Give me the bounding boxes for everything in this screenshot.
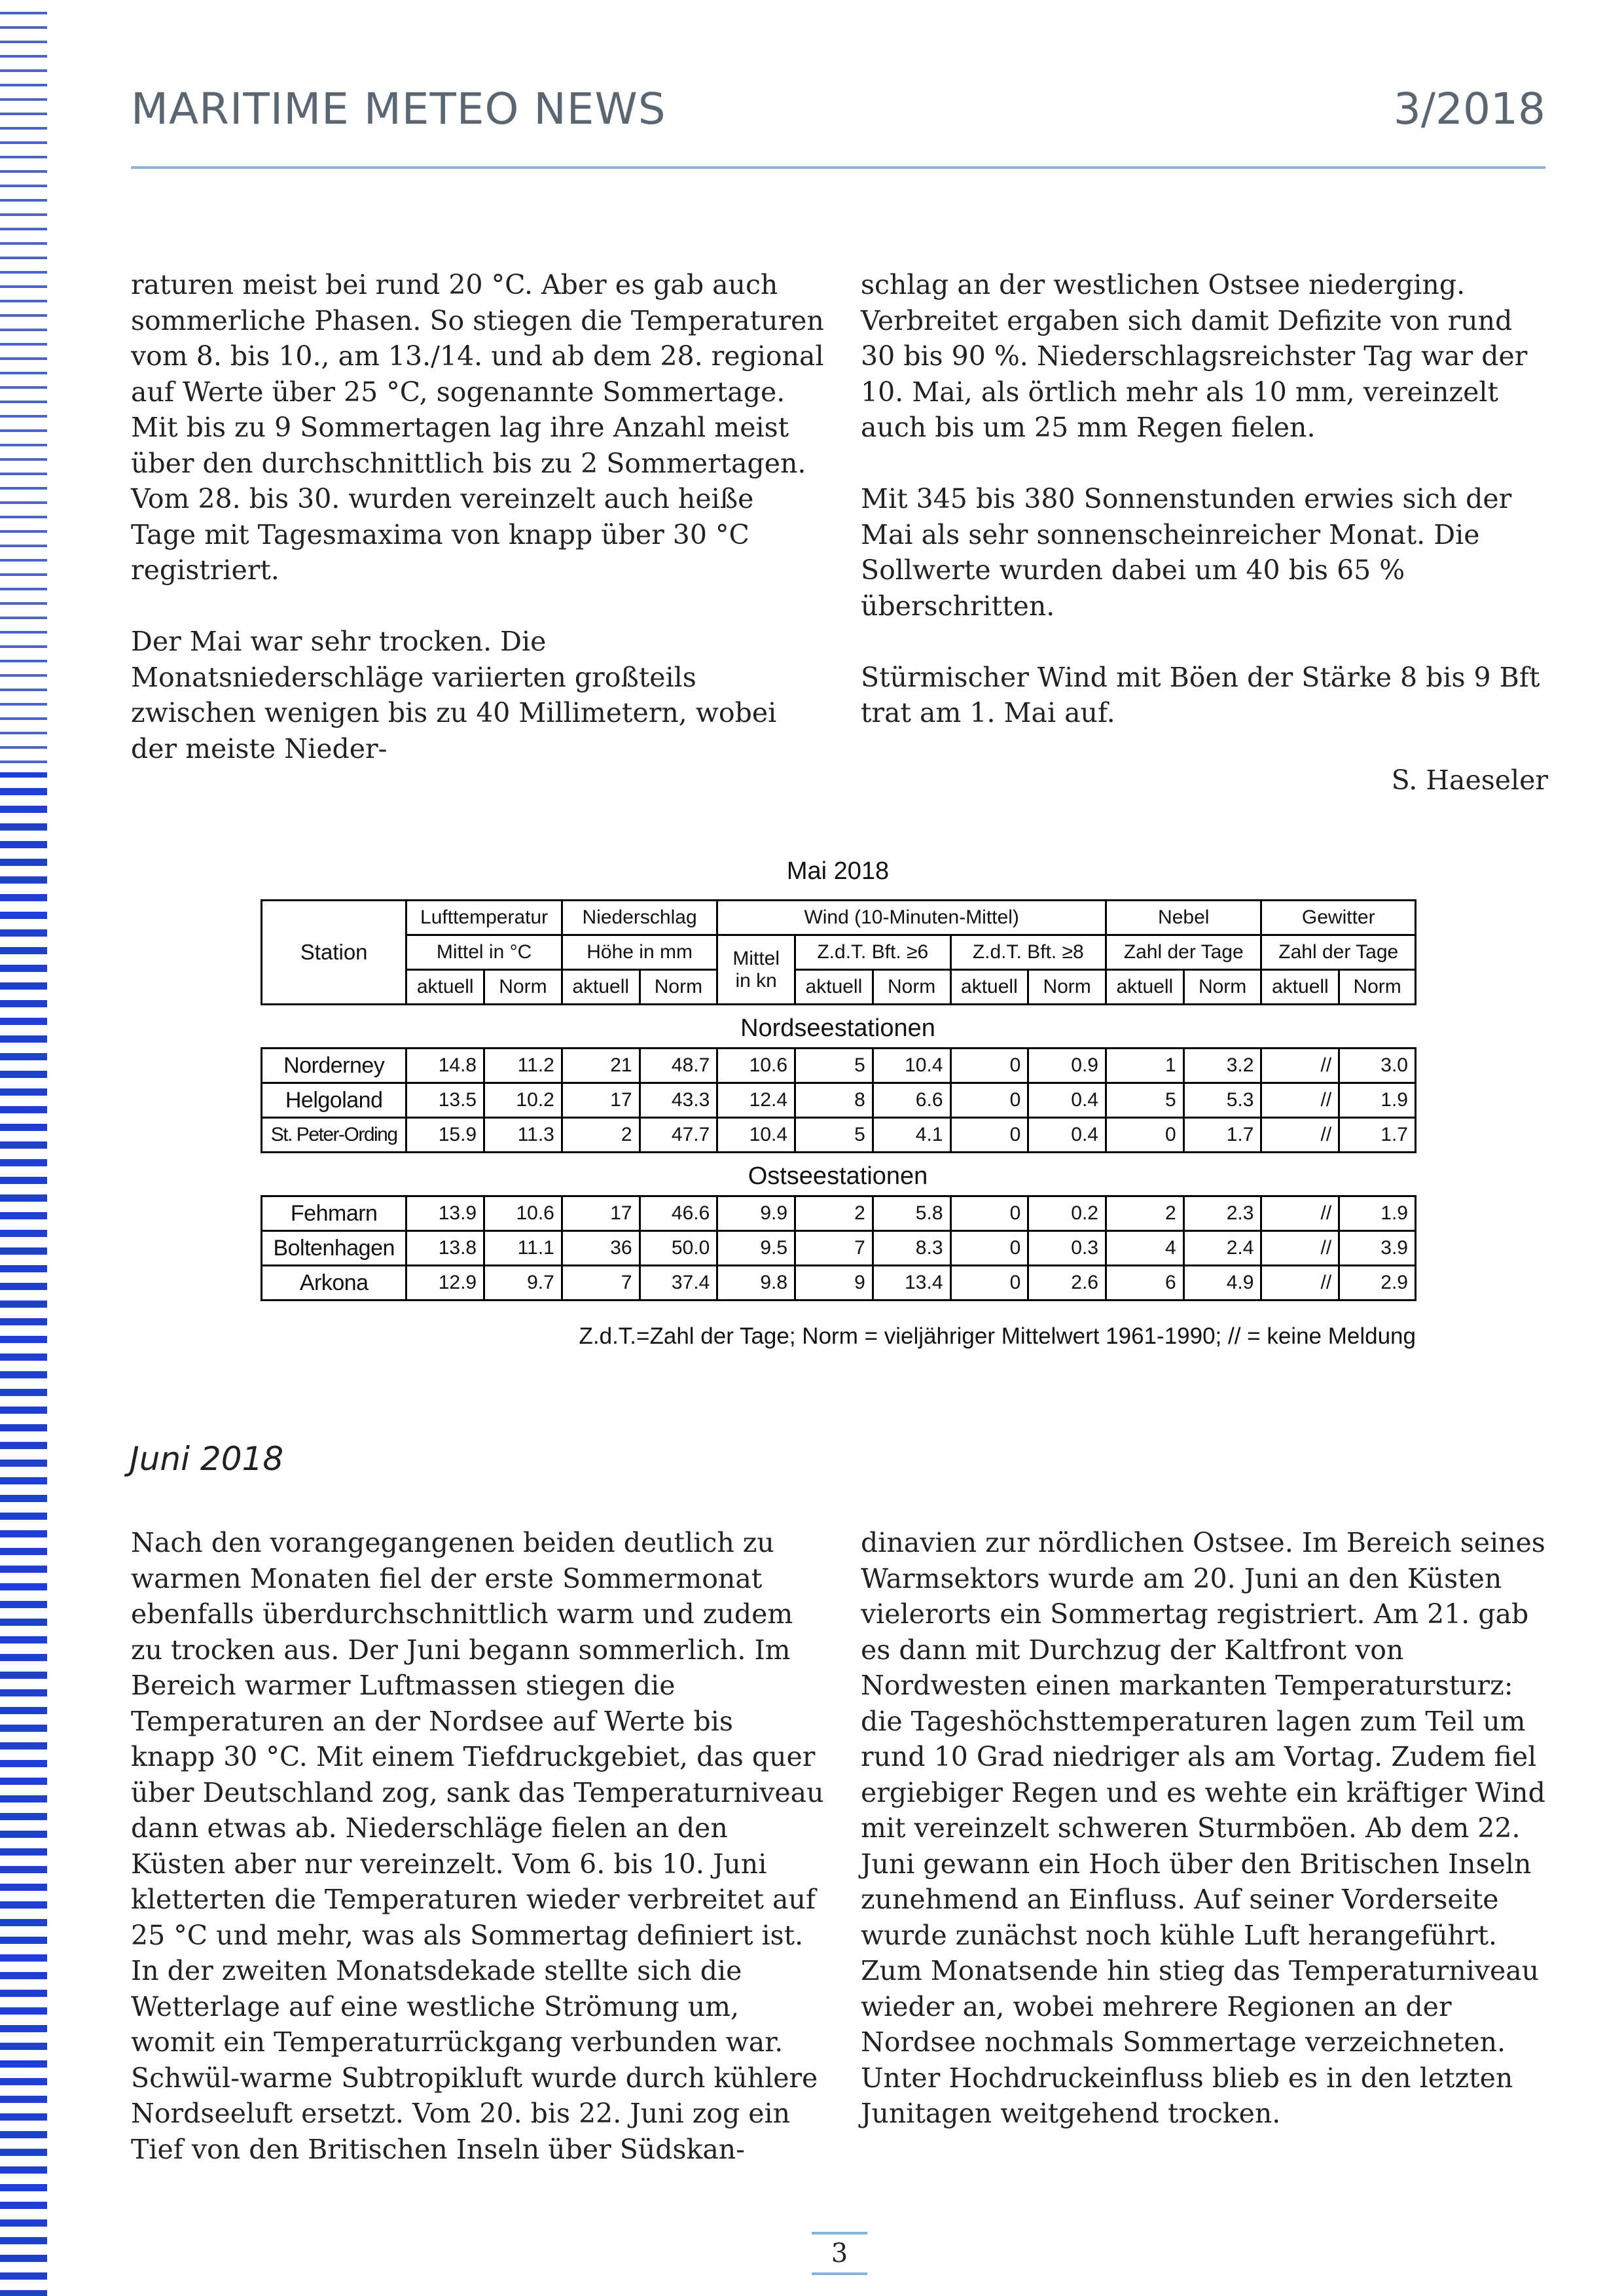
col-actual: aktuell [562,970,640,1005]
table-cell: 10.6 [717,1049,795,1083]
fog-group-header: Nebel [1106,901,1261,935]
table-cell: 6.6 [873,1083,950,1118]
col-actual: aktuell [795,970,873,1005]
table-cell: // [1261,1083,1339,1118]
table-row [262,1231,1416,1266]
station-name: St. Peter-Ording [262,1118,406,1153]
table-cell: 3.2 [1183,1049,1261,1083]
author-name: S. Haeseler [1391,764,1548,796]
table-footnote: Z.d.T.=Zahl der Tage; Norm = vieljähriger Mittelwert 1961-1990; // = keine Meldung [579,1323,1416,1349]
wind-mean-label: Mittel [732,947,780,969]
table-cell: 5 [795,1049,873,1083]
table-cell: 15.9 [406,1118,484,1153]
paragraph: Nach den vorangegangenen beiden deutlich zu warmen Monaten fiel der erste Sommermonat ebenfalls überdurchschnittlich warm und zudem zu trocken aus. Der Juni begann sommerlich. Im Bereich warmer Luftmassen stiegen die Temperaturen an der Nordsee auf Werte bis knapp 30 °C. Mit einem Tiefdruckgebiet, das quer über Deutschland zog, sank das Temperaturniveau dann etwas ab. Niederschläge fielen an den Küsten aber nur vereinzelt. Vom 6. bis 10. Juni kletterten die Temperaturen wieder verbreitet auf 25 °C und mehr, was als Sommertag definiert ist. In der zweiten Monatsdekade stellte sich die Wetterlage auf eine westliche Strömung um, womit ein Temperaturrückgang verbunden war. Schwül-warme Subtropikluft wurde durch kühlere Nordseeluft ersetzt. Vom 20. bis 22. Juni zog ein Tief von den Britischen Inseln über Südskan- [131,1527,824,2165]
station-name: Helgoland [262,1083,406,1118]
table-cell: 5 [795,1118,873,1153]
north-sea-section-label: Nordseestationen [740,1014,935,1042]
may-text-left-column [131,267,825,766]
table-cell: 7 [795,1231,873,1266]
june-text-left-column [131,1525,825,2167]
north-sea-table [261,1047,1416,1153]
table-cell: 1.7 [1183,1118,1261,1153]
table-cell: 3.9 [1339,1231,1416,1266]
fog-subheader: Zahl der Tage [1106,935,1261,970]
col-norm: Norm [1339,970,1416,1005]
paragraph: Der Mai war sehr trocken. Die Monatsniederschläge variierten großteils zwischen wenigen bis zu 40 Millimetern, wobei der meiste Nieder- [131,626,777,764]
may-text-right-column [861,267,1555,731]
precip-subheader: Höhe in mm [562,935,717,970]
station-column-header: Station [262,901,406,1005]
baltic-sea-rows [262,1196,1416,1300]
table-cell: 11.2 [484,1049,562,1083]
table-cell: 0 [950,1231,1028,1266]
table-cell: 3.0 [1339,1049,1416,1083]
baltic-sea-section-label: Ostseestationen [748,1162,928,1190]
table-cell: 0.3 [1028,1231,1106,1266]
table-cell: 0 [950,1196,1028,1231]
station-name: Fehmarn [262,1196,406,1231]
table-cell: 4.9 [1183,1266,1261,1300]
table-cell: 48.7 [640,1049,717,1083]
table-cell: 50.0 [640,1231,717,1266]
table-cell: 2 [562,1118,640,1153]
page-number: 3 [812,2232,867,2275]
table-cell: 46.6 [640,1196,717,1231]
table-cell: 17 [562,1083,640,1118]
baltic-sea-table [261,1195,1416,1301]
table-cell: 2.9 [1339,1266,1416,1300]
table-cell: 8.3 [873,1231,950,1266]
table-row [262,1083,1416,1118]
paragraph: Stürmischer Wind mit Böen der Stärke 8 bis 9 Bft trat am 1. Mai auf. [861,661,1540,728]
table-cell: 13.4 [873,1266,950,1300]
precip-group-header: Niederschlag [562,901,717,935]
bft6-subheader: Z.d.T. Bft. ≥6 [795,935,950,970]
june-text-right-column [861,1525,1555,2132]
table-caption: Mai 2018 [786,857,890,885]
table-cell: 47.7 [640,1118,717,1153]
table-cell: 13.9 [406,1196,484,1231]
table-cell: // [1261,1231,1339,1266]
table-cell: 17 [562,1196,640,1231]
table-cell: 5.3 [1183,1083,1261,1118]
table-cell: 2.6 [1028,1266,1106,1300]
table-cell: // [1261,1266,1339,1300]
table-cell: 11.1 [484,1231,562,1266]
table-cell: 0.4 [1028,1083,1106,1118]
table-cell: 6 [1106,1266,1183,1300]
table-cell: // [1261,1196,1339,1231]
col-actual: aktuell [1106,970,1184,1005]
table-cell: 2 [795,1196,873,1231]
table-cell: 0 [950,1266,1028,1300]
paragraph: Mit 345 bis 380 Sonnenstunden erwies sich der Mai als sehr sonnenscheinreicher Monat. Die Sollwerte wurden dabei um 40 bis 65 % überschritten. [861,483,1512,622]
newsletter-title: MARITIME METEO NEWS [131,84,666,134]
table-row [262,1196,1416,1231]
table-cell: 4 [1106,1231,1183,1266]
table-cell: 1.7 [1339,1118,1416,1153]
table-cell: 9 [795,1266,873,1300]
col-norm: Norm [1028,970,1106,1005]
table-cell: 14.8 [406,1049,484,1083]
table-cell: 10.4 [873,1049,950,1083]
table-cell: 0 [950,1083,1028,1118]
table-cell: 1 [1106,1049,1183,1083]
col-actual: aktuell [1261,970,1339,1005]
wind-mean-header [717,935,795,1005]
issue-number: 3/2018 [1393,84,1545,134]
table-cell: 0 [950,1118,1028,1153]
table-cell: 36 [562,1231,640,1266]
header-divider [131,166,1545,169]
table-cell: 1.9 [1339,1196,1416,1231]
station-name: Arkona [262,1266,406,1300]
table-cell: 0 [950,1049,1028,1083]
col-norm: Norm [873,970,950,1005]
table-cell: 12.9 [406,1266,484,1300]
table-cell: 0 [1106,1118,1183,1153]
table-header [261,899,1416,1005]
col-norm: Norm [484,970,562,1005]
table-cell: 13.8 [406,1231,484,1266]
table-cell: 7 [562,1266,640,1300]
paragraph: dinavien zur nördlichen Ostsee. Im Bereich seines Warmsektors wurde am 20. Juni an den Küsten vielerorts ein Sommertag registriert. Am 21. gab es dann mit Durchzug der Kaltfront von Nordwesten einen markanten Temperatursturz: die Tageshöchsttemperaturen lagen zum Teil um rund 10 Grad niedriger als am Vortag. Zudem fiel ergiebiger Regen und es wehte ein kräftiger Wind mit vereinzelt schweren Sturmböen. Ab dem 22. Juni gewann ein Hoch über den Britischen Inseln zunehmend an Einfluss. Auf seiner Vorderseite wurde zunächst noch kühle Luft herangeführt. Zum Monatsende hin stieg das Temperaturniveau wieder an, wobei mehrere Regionen an der Nordsee nochmals Sommertage verzeichneten. Unter Hochdruckeinfluss blieb es in den letzten Junitagen weitgehend trocken. [861,1527,1545,2129]
table-cell: 1.9 [1339,1083,1416,1118]
table-cell: 5 [1106,1083,1183,1118]
table-cell: // [1261,1118,1339,1153]
bft8-subheader: Z.d.T. Bft. ≥8 [950,935,1106,970]
col-actual: aktuell [406,970,484,1005]
table-cell: 10.2 [484,1083,562,1118]
table-cell: 4.1 [873,1118,950,1153]
table-cell: 12.4 [717,1083,795,1118]
temp-group-header: Lufttemperatur [406,901,562,935]
table-cell: 0.9 [1028,1049,1106,1083]
table-cell: 9.7 [484,1266,562,1300]
col-norm: Norm [640,970,717,1005]
col-actual: aktuell [950,970,1028,1005]
paragraph: raturen meist bei rund 20 °C. Aber es gab auch sommerliche Phasen. So stiegen die Temperaturen vom 8. bis 10., am 13./14. und ab dem 28. regional auf Werte über 25 °C, sogenannte Sommertage. Mit bis zu 9 Sommertagen lag ihre Anzahl meist über den durchschnittlich bis zu 2 Sommertagen. Vom 28. bis 30. wurden vereinzelt auch heiße Tage mit Tagesmaxima von knapp über 30 °C registriert. [131,269,824,586]
table-cell: 37.4 [640,1266,717,1300]
table-cell: 13.5 [406,1083,484,1118]
table-cell: 10.4 [717,1118,795,1153]
temp-subheader: Mittel in °C [406,935,562,970]
table-cell: 9.9 [717,1196,795,1231]
decorative-stripe-band [0,0,47,2296]
table-cell: 2.3 [1183,1196,1261,1231]
table-cell: 11.3 [484,1118,562,1153]
station-name: Norderney [262,1049,406,1083]
table-cell: 5.8 [873,1196,950,1231]
table-row [262,1266,1416,1300]
north-sea-rows [262,1049,1416,1153]
table-cell: 10.6 [484,1196,562,1231]
table-row [262,1049,1416,1083]
table-cell: 2 [1106,1196,1183,1231]
table-cell: // [1261,1049,1339,1083]
table-cell: 9.8 [717,1266,795,1300]
table-cell: 9.5 [717,1231,795,1266]
table-cell: 2.4 [1183,1231,1261,1266]
thunder-subheader: Zahl der Tage [1261,935,1416,970]
table-cell: 0.4 [1028,1118,1106,1153]
wind-mean-unit: in kn [735,969,777,992]
paragraph: schlag an der westlichen Ostsee niederging. Verbreitet ergaben sich damit Defizite von rund 30 bis 90 %. Niederschlagsreichster Tag war der 10. Mai, als örtlich mehr als 10 mm, vereinzelt auch bis um 25 mm Regen fielen. [861,269,1528,443]
station-name: Boltenhagen [262,1231,406,1266]
wind-group-header: Wind (10-Minuten-Mittel) [717,901,1106,935]
table-row [262,1118,1416,1153]
table-cell: 0.2 [1028,1196,1106,1231]
table-cell: 8 [795,1083,873,1118]
table-cell: 21 [562,1049,640,1083]
col-norm: Norm [1183,970,1261,1005]
table-cell: 43.3 [640,1083,717,1118]
june-section-heading: Juni 2018 [130,1440,284,1478]
thunder-group-header: Gewitter [1261,901,1416,935]
